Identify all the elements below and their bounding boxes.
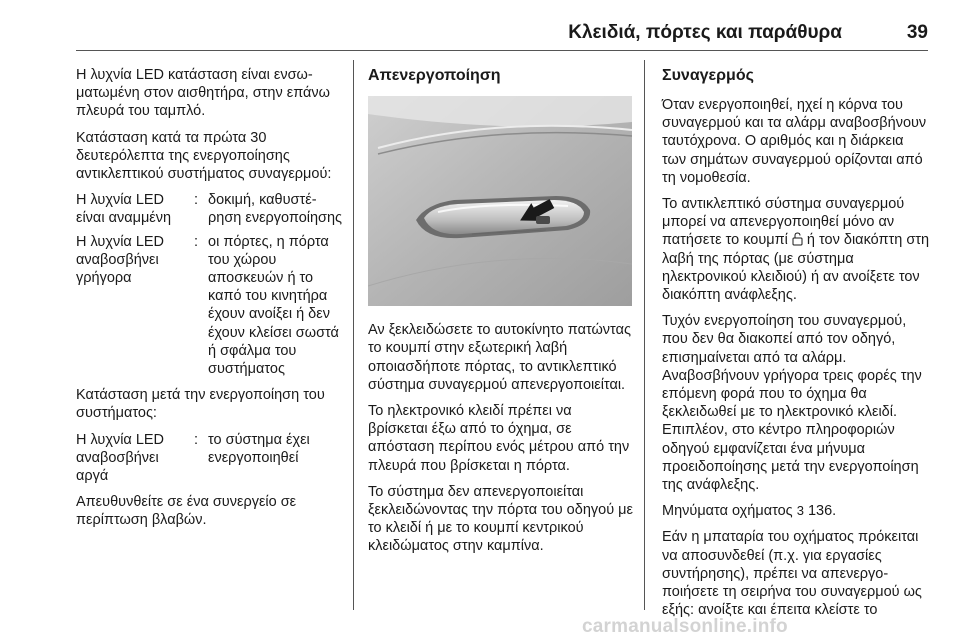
status-row — [76, 191, 344, 227]
alarm-paragraph-3: Τυχόν ενεργοποίηση του συναγερμού, που δεν θα διακοπεί από τον οδηγό, επισημαίνεται από τα αλάρμ. Αναβοσβήνουν γρήγορα τρεις φορές την επόμενη φορά που το όχημα θα ξεκλειδωθεί με το ηλεκτρονικό κλειδί. Επιπλέον, στο κέντρο πληροφοριών οδηγού εμφανίζεται ένα μήνυμα προειδοποίησης μετά την ενεργοποίηση της ανάφλεξης. — [662, 313, 922, 494]
unlock-button-icon — [792, 232, 803, 246]
alarm-paragraph-2-start: Το αντικλεπτικό σύστημα συναγερμού μπορεί να απενεργοποιηθεί μόνο αν πατήσετε το κουμπί — [662, 196, 905, 249]
status-colon: : — [194, 431, 199, 448]
status-label: Η λυχνία LED είναι αναμμένη — [76, 192, 172, 227]
alarm-paragraph-5: Εάν η μπαταρία του οχήματος πρόκειται να αποσυνδεθεί (π.χ. για εργασίες συντήρησης), πρέπει να απενεργοποιήσετε τη σειρήνα του συναγερμού ως εξής: ανοίξτε και έπειτα κλείστε το — [662, 529, 922, 619]
page-reference-icon: 3 — [796, 503, 804, 519]
status-value: οι πόρτες, η πόρτα του χώρου αποσκευών ή το καπό του κινητήρα έχουν ανοίξει ή δεν έχουν κλείσει σωστά ή σφάλμα του συστήματος — [208, 233, 339, 378]
status-label: Η λυχνία LED αναβοσβήνει γρήγορα — [76, 233, 165, 287]
column-1 — [76, 66, 344, 538]
watermark: carmanualsonline.info — [582, 616, 788, 637]
door-handle-illustration — [368, 96, 632, 306]
header-rule — [76, 50, 928, 51]
column-divider-1 — [353, 60, 354, 610]
page-number: 39 — [906, 22, 928, 43]
alarm-paragraph-4 — [662, 502, 930, 520]
column-divider-2 — [644, 60, 645, 610]
status-value: δοκιμή, καθυστέρηση ενεργοποίησης — [208, 192, 343, 227]
column-2 — [368, 66, 634, 564]
status-value: το σύστημα έχει ενεργοποιηθεί — [208, 431, 310, 466]
workshop-paragraph: Απευθυνθείτε σε ένα συνεργείο σε περίπτωση βλαβών. — [76, 494, 297, 529]
deactivation-paragraph-3: Το σύστημα δεν απενεργοποιείται ξεκλειδώνοντας την πόρτα του οδηγού με το κλειδί ή με το κουμπί κεντρικού κλειδώματος στην καμπίνα. — [368, 483, 633, 555]
status-row — [76, 233, 344, 379]
status-colon: : — [194, 233, 199, 250]
deactivation-paragraph-1: Αν ξεκλειδώσετε το αυτοκίνητο πατώντας το κουμπί στην εξωτερική λαβή οποιασδήποτε πόρτας, το αντικλεπτικό σύστημα συναγερμού απενεργοποιείται. — [368, 322, 631, 393]
vehicle-messages-text: Μηνύματα οχήματος — [662, 503, 797, 520]
deactivation-paragraph-2: Το ηλεκτρονικό κλειδί πρέπει να βρίσκεται έξω από το όχημα, σε απόσταση περίπου ενός μέτρου από την πλευρά που βρίσκεται η πόρτα. — [368, 403, 630, 474]
section-heading-alarm: Συναγερμός — [662, 67, 754, 84]
status-row — [76, 431, 344, 486]
chapter-title: Κλειδιά, πόρτες και παράθυρα — [568, 22, 842, 43]
status-table-after — [76, 431, 344, 486]
column-3 — [662, 66, 930, 627]
page-header — [0, 0, 960, 48]
alarm-paragraph-2-end: ή τον διακόπτη στη λαβή της πόρτας (με σύστημα ηλεκτρονικού κλειδιού) ή αν ανοίξετε τον διακόπτη ανάφλεξης. — [662, 232, 930, 304]
status-label: Η λυχνία LED αναβοσβήνει αργά — [76, 431, 165, 485]
alarm-paragraph-2 — [662, 195, 930, 304]
alarm-paragraph-1: Όταν ενεργοποιηθεί, ηχεί η κόρνα του συναγερμού και τα αλάρμ αναβοσβήνουν ταυτόχρονα. Ο αριθμός και η διάρκεια των σημάτων συναγερμού ορίζονται από τη νομοθεσία. — [662, 97, 927, 186]
first-30s-paragraph: Κατάσταση κατά τα πρώτα 30 δευτερόλεπτα της ενεργοποίησης αντικλεπτικού συστήματος συναγερμού: — [76, 129, 332, 183]
vehicle-messages-page[interactable]: 136. — [803, 503, 837, 520]
after-activation-paragraph: Κατάσταση μετά την ενεργοποίηση του συστήματος: — [76, 387, 325, 422]
status-table-initial — [76, 191, 344, 378]
section-heading-deactivation: Απενεργοποίηση — [368, 67, 501, 84]
status-colon: : — [194, 192, 199, 209]
led-location-paragraph: Η λυχνία LED κατάσταση είναι ενσωματωμένη στον αισθητήρα, στην επάνω πλευρά του ταμπλό. — [76, 67, 330, 120]
